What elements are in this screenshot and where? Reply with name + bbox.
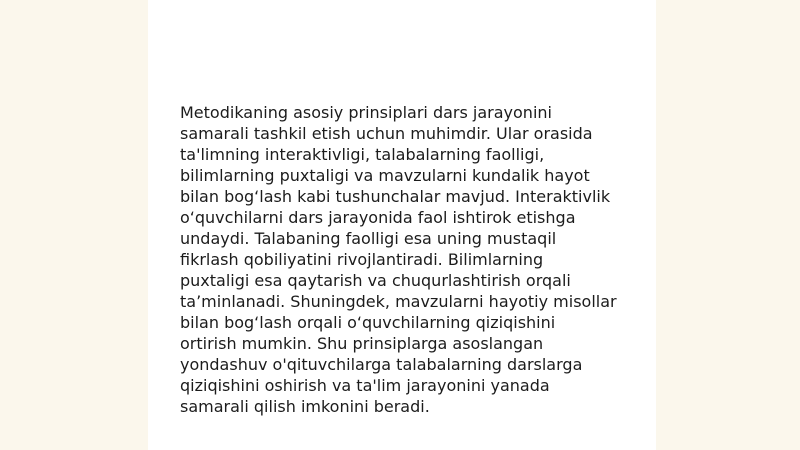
paragraph-line: Metodikaning asosiy prinsiplari dars jarayonini	[180, 103, 552, 122]
paragraph-line: bilan bog‘lash kabi tushunchalar mavjud. Interaktivlik	[180, 187, 611, 206]
paragraph-line: samarali qilish imkonini beradi.	[180, 397, 430, 416]
paragraph-line: undaydi. Talabaning faolligi esa uning mustaqil	[180, 229, 557, 248]
paragraph-line: puxtaligi esa qaytarish va chuqurlashtirish orqali	[180, 271, 571, 290]
body-paragraph	[180, 102, 632, 417]
paragraph-line: yondashuv o'qituvchilarga talabalarning darslarga	[180, 355, 583, 374]
paragraph-line: samarali tashkil etish uchun muhimdir. Ular orasida	[180, 124, 593, 143]
paragraph-line: o‘quvchilarni dars jarayonida faol ishtirok etishga	[180, 208, 576, 227]
paragraph-line: bilan bog‘lash orqali o‘quvchilarning qiziqishini	[180, 313, 556, 332]
paragraph-line: ta’minlanadi. Shuningdek, mavzularni hayotiy misollar	[180, 292, 617, 311]
paragraph-line: bilimlarning puxtaligi va mavzularni kundalik hayot	[180, 166, 590, 185]
paragraph-line: qiziqishini oshirish va ta'lim jarayonini yanada	[180, 376, 550, 395]
paragraph-line: fikrlash qobiliyatini rivojlantiradi. Bilimlarning	[180, 250, 544, 269]
document-page	[148, 0, 656, 450]
paragraph-line: ta'limning interaktivligi, talabalarning faolligi,	[180, 145, 545, 164]
paragraph-line: ortirish mumkin. Shu prinsiplarga asoslangan	[180, 334, 544, 353]
